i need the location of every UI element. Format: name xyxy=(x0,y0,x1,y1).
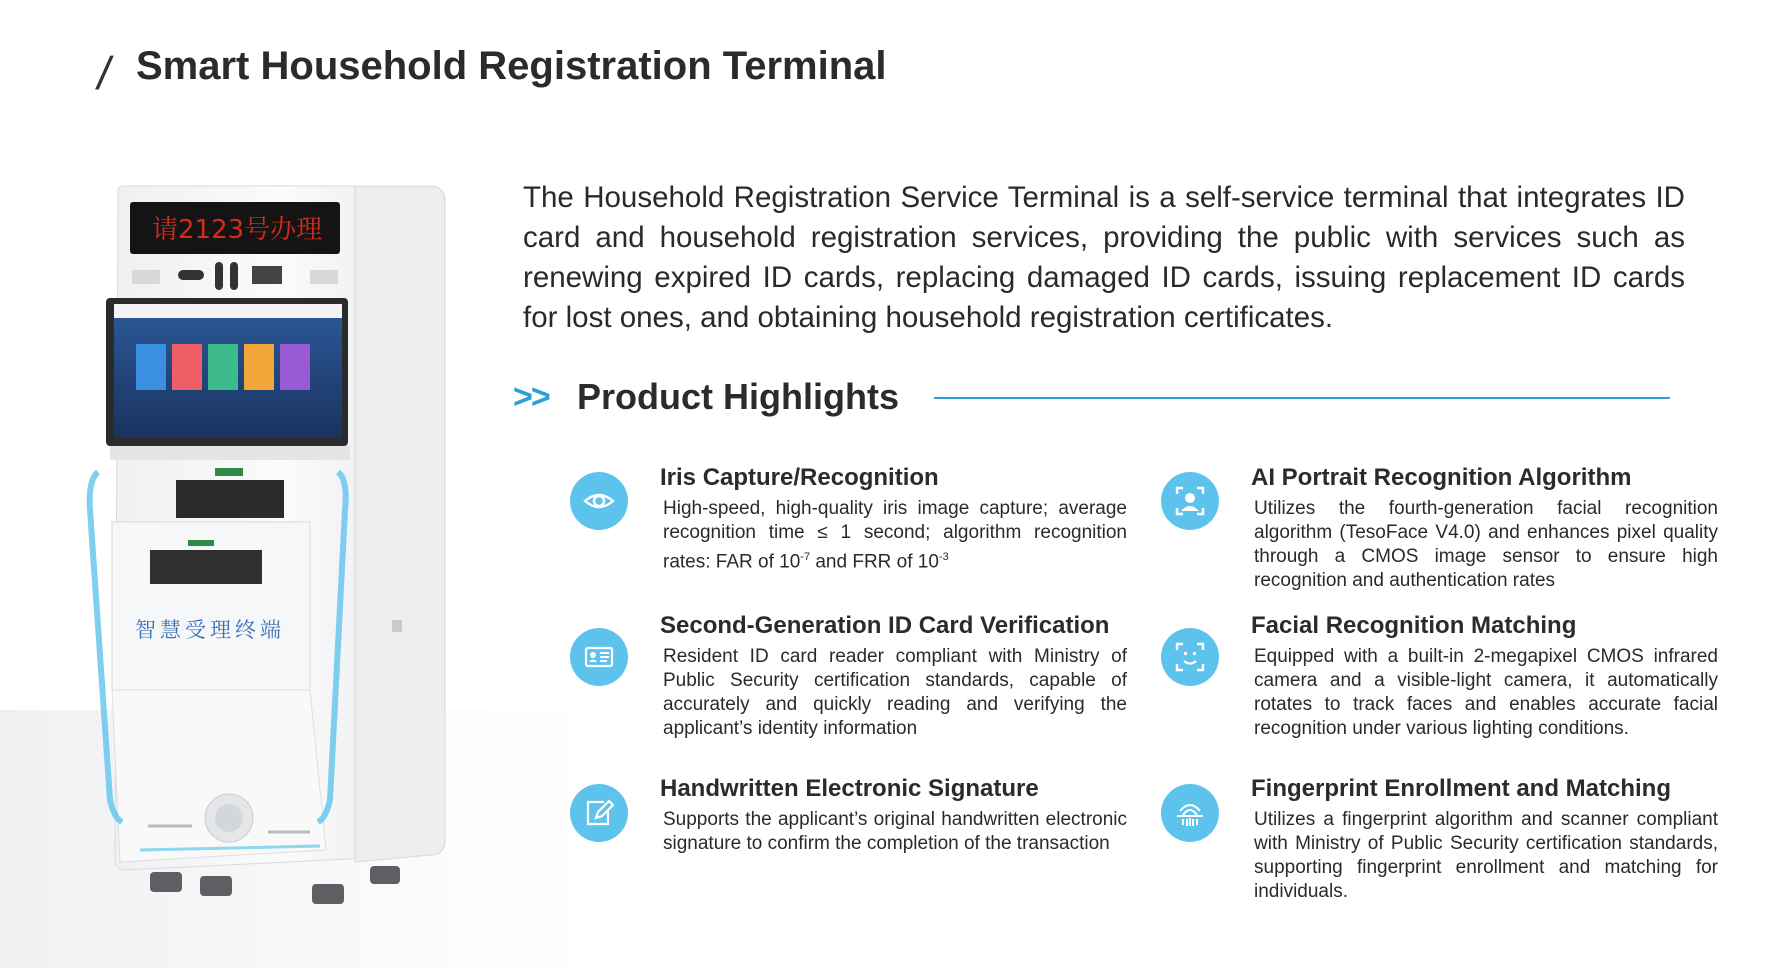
highlight-desc-facial: Equipped with a built-in 2-megapixel CMOS infrared camera and a visible-light camera, it automatically rotates to track faces and enables accurate facial recognition under various lighting conditions. xyxy=(1254,646,1718,739)
highlight-desc-id-card: Resident ID card reader compliant with Ministry of Public Security certification standards, capable of accurately and quickly reading and verifying the applicant’s identity information xyxy=(663,646,1127,739)
highlight-title-signature: Handwritten Electronic Signature xyxy=(660,775,1039,802)
highlight-title-ai-portrait: AI Portrait Recognition Algorithm xyxy=(1251,464,1632,491)
highlight-title-id-card: Second-Generation ID Card Verification xyxy=(660,612,1110,639)
id-card-icon xyxy=(570,628,628,686)
section-divider xyxy=(934,397,1670,399)
face-scan-icon xyxy=(1161,628,1219,686)
kiosk-illustration xyxy=(0,150,590,968)
section-arrow-icon: >> xyxy=(513,378,549,416)
highlight-desc-fingerprint: Utilizes a fingerprint algorithm and scanner compliant with Ministry of Public Security certification standards, supporting fingerprint enrollment and matching for individuals. xyxy=(1254,809,1718,902)
portrait-icon xyxy=(1161,472,1219,530)
kiosk-front-label: 智慧受理终端 xyxy=(135,618,285,642)
led-display-text: 请2123号办理 xyxy=(152,215,323,245)
title-slash: / xyxy=(93,47,116,99)
highlight-title-iris: Iris Capture/Recognition xyxy=(660,464,939,491)
eye-icon xyxy=(570,472,628,530)
intro-paragraph: The Household Registration Service Terminal is a self-service terminal that integrates ID card and household registration services, providing the public with services such as renewing expired ID cards, replacing damaged ID cards, issuing replacement ID cards for lost ones, and obtaining household registration certificates. xyxy=(523,181,1685,334)
highlight-title-fingerprint: Fingerprint Enrollment and Matching xyxy=(1251,775,1671,802)
highlight-desc-iris: High-speed, high-quality iris image capture; average recognition time ≤ 1 second; algorithm recognition rates: FAR of $10^{-7}$ and FRR of $10^{-3}$ xyxy=(663,498,1127,573)
section-title: Product Highlights xyxy=(577,376,899,417)
highlight-title-facial: Facial Recognition Matching xyxy=(1251,612,1577,639)
signature-icon xyxy=(570,784,628,842)
highlight-desc-ai-portrait: Utilizes the fourth-generation facial recognition algorithm (TesoFace V4.0) and enhances pixel quality through a CMOS image sensor to ensure high recognition and authentication rates xyxy=(1254,498,1718,591)
page-title: Smart Household Registration Terminal xyxy=(136,44,887,88)
highlight-desc-signature: Supports the applicant’s original handwritten electronic signature to confirm the completion of the transaction xyxy=(663,809,1127,854)
fingerprint-icon xyxy=(1161,784,1219,842)
